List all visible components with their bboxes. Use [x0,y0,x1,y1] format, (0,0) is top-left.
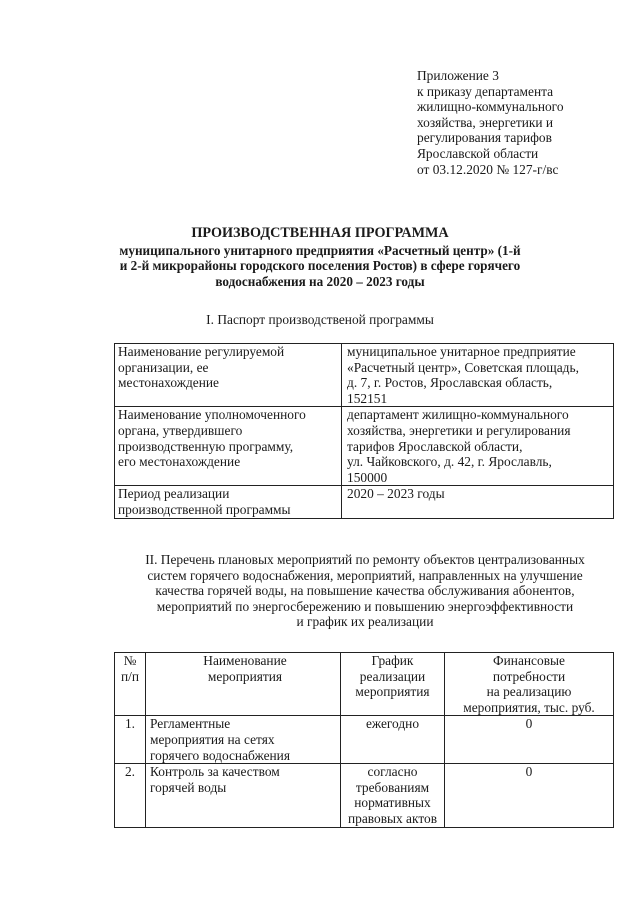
cell-line: мероприятия на сетях [150,731,275,747]
passport-value-cell [342,486,614,518]
measure-finance: 0 [445,764,614,827]
column-header-num [115,653,146,716]
passport-label-cell [115,407,342,486]
appendix-line: к приказу департамента [417,83,554,99]
column-header-schedule [341,653,445,716]
title-line: и 2-й микрорайоны городского поселения Ростов) в сфере горячего [119,258,521,274]
cell-line: «Расчетный центр», Советская площадь, [347,359,579,375]
cell-line: 2020 – 2023 годы [347,486,445,502]
table-row [115,486,614,518]
header-line: п/п [120,668,140,684]
appendix-line: Ярославской области [417,145,539,161]
header-line: потребности [492,668,566,684]
measure-name [146,764,341,827]
column-header-finance [445,653,614,716]
measure-name [146,716,341,764]
cell-line: правовых актов [347,810,438,826]
measure-finance: 0 [445,716,614,764]
table-row [115,716,614,764]
appendix-line: Приложение 3 [417,68,499,83]
row-number: 1. [115,716,146,764]
title-line: водоснабжения на 2020 – 2023 годы [215,273,425,289]
header-line: реализации [359,668,426,684]
table-row [115,344,614,407]
heading-line: качества горячей воды, на повышение качества обслуживания абонентов, [155,583,575,599]
header-line: мероприятия [207,668,283,684]
passport-value-cell [342,407,614,486]
cell-line: требованиям [355,779,430,795]
heading-line: II. Перечень плановых мероприятий по ремонту объектов централизованных [145,552,585,567]
table-row [115,407,614,486]
cell-line: органа, утвердившего [118,422,243,438]
measure-schedule [341,764,445,827]
header-line: № [123,653,137,668]
cell-line: производственной программы [118,501,291,517]
cell-line: горячего водоснабжения [150,747,291,763]
cell-line: его местонахождение [118,454,241,470]
cell-line: 152151 [347,390,388,406]
cell-line: согласно [367,764,418,780]
document-title [100,226,540,289]
cell-line: организации, ее [118,359,209,375]
title-main: ПРОИЗВОДСТВЕННАЯ ПРОГРАММА [191,225,449,241]
header-line: Финансовые [493,653,565,668]
cell-line: Наименование уполномоченного [118,407,306,423]
table-header-row [115,653,614,716]
cell-line: департамент жилищно-коммунального [347,407,569,423]
cell-line: ул. Чайковского, д. 42, г. Ярославль, [347,454,552,470]
heading-line: мероприятий по энергосбережению и повышению энергоэффективности [156,598,574,614]
cell-line: местонахождение [118,375,220,391]
header-line: График [371,653,414,668]
cell-line: горячей воды [150,779,227,795]
appendix-line: регулирования тарифов [417,130,552,146]
appendix-block [417,68,627,177]
cell-line: нормативных [354,795,431,811]
cell-line: ежегодно [365,716,420,732]
appendix-line: от 03.12.2020 № 127-г/вс [417,161,559,177]
passport-label-cell [115,486,342,518]
passport-label-cell [115,344,342,407]
heading-line: и график их реализации [296,614,434,630]
column-header-name [146,653,341,716]
cell-line: 150000 [347,469,388,485]
passport-table [114,343,614,519]
cell-line: хозяйства, энергетики и регулирования [347,422,571,438]
measure-schedule [341,716,445,764]
section1-heading: I. Паспорт производственой программы [206,312,434,327]
header-line: мероприятия [355,684,430,700]
cell-line: Контроль за качеством [150,764,280,780]
header-line: Наименование [203,653,287,668]
appendix-line: жилищно-коммунального [417,99,564,115]
measures-table [114,652,614,828]
cell-line: Период реализации [118,486,230,502]
title-line: муниципального унитарного предприятия «Расчетный центр» (1-й [119,242,521,258]
header-line: на реализацию [486,684,572,700]
cell-line: производственную программу, [118,438,294,454]
cell-line: д. 7, г. Ростов, Ярославская область, [347,375,553,391]
cell-line: муниципальное унитарное предприятие [347,344,576,359]
cell-line: Регламентные [150,716,231,732]
section2-heading [100,552,630,630]
cell-line: тарифов Ярославской области, [347,438,523,454]
appendix-line: хозяйства, энергетики и [417,114,554,130]
passport-value-cell [342,344,614,407]
row-number: 2. [115,764,146,827]
heading-line: систем горячего водоснабжения, мероприятий, направленных на улучшение [147,567,583,583]
cell-line: Наименование регулируемой [118,344,285,359]
table-row [115,764,614,827]
header-line: мероприятия, тыс. руб. [463,699,595,715]
